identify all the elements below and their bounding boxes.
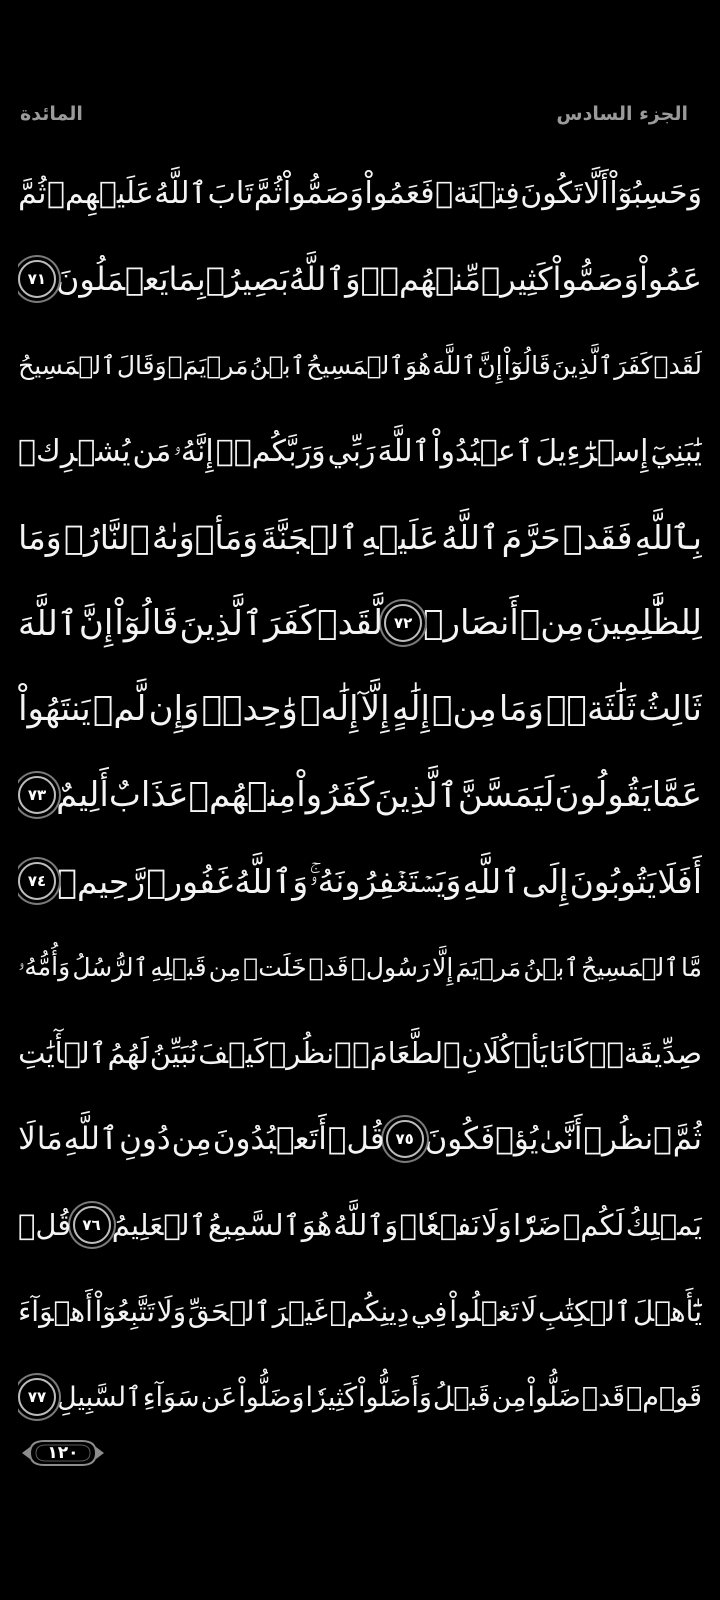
verse-word[interactable]: ٱللَّهَ <box>18 603 78 644</box>
ayah-number-marker[interactable]: ٧٣ <box>18 776 56 814</box>
verse-line[interactable] <box>18 924 702 1010</box>
verse-word[interactable]: وَصَمُّواْ <box>282 175 364 211</box>
verse-line[interactable] <box>18 752 702 838</box>
verse-line[interactable] <box>18 580 702 666</box>
ayah-number-marker[interactable]: ٧٥ <box>386 1120 424 1158</box>
ayah-number-marker[interactable]: ٧٧ <box>18 1378 56 1416</box>
verse-word[interactable]: وَمَا <box>498 689 544 729</box>
verse-word[interactable]: يَأۡكُلَانِ <box>461 1036 548 1070</box>
verse-word[interactable]: إِلَٰهٞ <box>300 689 359 729</box>
verse-word[interactable]: لَقَدۡ <box>653 350 702 380</box>
verse-line[interactable] <box>18 322 702 408</box>
verse-word[interactable]: ٱللَّهُ <box>154 175 208 211</box>
verse-word[interactable]: ٱلۡجَنَّةَ <box>260 517 359 557</box>
verse-line[interactable] <box>18 236 702 322</box>
verse-word[interactable]: يَٰٓأَهۡلَ <box>632 1294 702 1328</box>
verse-word[interactable]: مَا <box>36 1121 63 1157</box>
verse-word[interactable]: ٱعۡبُدُواْ <box>432 433 534 469</box>
verse-line[interactable] <box>18 1182 702 1268</box>
verse-word[interactable]: وَحَسِبُوٓاْ <box>609 175 702 211</box>
verse-word[interactable]: عَمَّا <box>651 775 702 815</box>
verse-word[interactable]: وَرَبَّكُمۡۖ <box>215 433 326 469</box>
verse-word[interactable]: قَبۡلِهِ <box>150 952 207 982</box>
verse-word[interactable]: لَّمۡ <box>93 689 147 729</box>
verse-word[interactable]: مَرۡيَمَ <box>455 952 522 982</box>
verse-word[interactable]: هُوَ <box>405 350 432 380</box>
ayah-number-marker[interactable]: ٧٦ <box>73 1206 111 1244</box>
verse-word[interactable]: وَمَأۡوَىٰهُ <box>151 517 259 557</box>
verse-word[interactable]: ٱلۡكِتَٰبِ <box>538 1294 632 1328</box>
verse-word[interactable]: كَثِيرٞ <box>481 260 553 298</box>
verse-word[interactable]: فِتۡنَةٞ <box>435 175 520 211</box>
verse-word[interactable]: إِلَّا <box>432 952 454 982</box>
verse-word[interactable]: أَفَلَا <box>657 861 702 901</box>
verse-word[interactable]: حَرَّمَ <box>501 517 561 557</box>
verse-word[interactable]: ٱلۡمَسِيحُ <box>18 350 116 380</box>
verse-word[interactable]: كَيۡفَ <box>198 1036 269 1070</box>
verse-word[interactable]: ٱبۡنُ <box>249 350 306 380</box>
page-number-badge <box>20 1435 106 1471</box>
verse-word[interactable]: إِنَّهُۥ <box>173 433 214 469</box>
verse-word[interactable]: قَدۡ <box>581 1381 626 1413</box>
verse-word[interactable]: ثُمَّ <box>253 175 283 211</box>
verse-word[interactable]: ٱنظُرۡ <box>583 1121 672 1157</box>
verse-line[interactable] <box>18 1354 702 1440</box>
verse-word[interactable]: ضَرّٗا <box>512 1208 562 1242</box>
verse-word[interactable]: ٱلسَّبِيلِ <box>57 1381 142 1413</box>
verse-word[interactable]: بَصِيرُۢ <box>205 260 289 298</box>
verse-word[interactable]: عَلَيۡهِمۡ <box>47 175 154 211</box>
verse-line[interactable] <box>18 408 702 494</box>
verse-word[interactable]: لَيَمَسَّنَّ <box>457 775 555 815</box>
verse-word[interactable]: ٱبۡنُ <box>523 952 580 982</box>
verse-word[interactable]: فِي <box>410 1294 448 1328</box>
verse-word[interactable]: إِسۡرَٰٓءِيلَ <box>535 433 649 469</box>
verse-word[interactable]: كَفَرُواْ <box>296 775 375 815</box>
verse-word[interactable]: تَابَ <box>207 175 254 211</box>
verse-word[interactable]: قُلۡ <box>327 1121 385 1157</box>
verse-word[interactable]: وَٱللَّهُ <box>288 260 361 298</box>
verse-line[interactable] <box>18 1268 702 1354</box>
verse-word[interactable]: أَهۡوَآءَ <box>18 1294 93 1328</box>
verse-line[interactable] <box>18 494 702 580</box>
ayah-number-marker[interactable]: ٧٢ <box>384 604 422 642</box>
verse-word[interactable]: وَيَسۡتَغۡفِرُونَهُۥۚ <box>309 861 462 900</box>
page-header <box>20 96 688 132</box>
verse-word[interactable]: تَكُونَ <box>520 175 583 211</box>
verse-word[interactable]: إِنَّ <box>78 603 114 643</box>
verse-word[interactable]: خَلَتۡ <box>243 952 307 982</box>
verse-word[interactable]: صِدِّيقَةٞۖ <box>589 1036 702 1070</box>
verse-word[interactable]: مِن <box>171 1121 212 1157</box>
verse-word[interactable]: يَقُولُونَ <box>554 775 652 815</box>
verse-word[interactable]: مِنۡ <box>432 689 497 729</box>
page-footer <box>20 1434 106 1472</box>
verse-word[interactable]: كَثِيرٗا <box>305 1381 358 1413</box>
verse-word[interactable]: مِن <box>491 1381 527 1413</box>
verse-line[interactable] <box>18 666 702 752</box>
verse-word[interactable]: ٱلۡمَسِيحُ <box>581 952 679 982</box>
ayah-number-marker[interactable]: ٧٤ <box>18 862 56 900</box>
verse-word[interactable]: رَسُولٞ <box>350 952 430 982</box>
ayah-number-marker[interactable]: ٧١ <box>18 260 56 298</box>
verse-line[interactable] <box>18 838 702 924</box>
verse-word[interactable]: عَلَيۡهِ <box>360 517 440 557</box>
verse-word[interactable]: لَا <box>18 1121 36 1157</box>
verse-word[interactable]: مِنۡهُمۡ <box>188 775 297 815</box>
verse-line[interactable] <box>18 150 702 236</box>
verse-word[interactable]: فَعَمُواْ <box>364 175 435 211</box>
verse-word[interactable]: إِلَّآ <box>360 689 390 729</box>
verse-word[interactable]: إِلَٰهٍ <box>391 689 430 729</box>
verse-word[interactable]: وَضَلُّواْ <box>238 1381 305 1413</box>
verse-word[interactable]: أَلَّا <box>583 175 609 211</box>
verse-word[interactable]: لَكُمۡ <box>562 1208 625 1242</box>
verse-word[interactable]: ثُمَّ <box>18 175 47 211</box>
verse-word[interactable]: وَٰحِدٞۚ <box>201 689 298 729</box>
verse-word[interactable]: أَنَّىٰ <box>539 1121 583 1157</box>
verse-word[interactable]: أَتَعۡبُدُونَ <box>212 1121 327 1157</box>
verse-word[interactable]: دُونِ <box>119 1121 171 1157</box>
verse-word[interactable]: قَدۡ <box>308 952 349 982</box>
mushaf-page[interactable] <box>18 150 702 1440</box>
verse-word[interactable]: ٱنظُرۡ <box>268 1036 352 1070</box>
verse-word[interactable]: كَانَا <box>548 1036 589 1070</box>
page-number: ١٢٠ <box>47 1443 79 1463</box>
verse-word[interactable]: فَقَدۡ <box>562 517 633 557</box>
verse-word[interactable]: قُلۡ <box>18 1208 72 1242</box>
verse-word[interactable]: دِينِكُمۡ <box>329 1294 410 1328</box>
verse-word[interactable]: غَفُورٞ <box>146 861 234 901</box>
verse-word[interactable]: كَفَرَ <box>614 350 653 380</box>
verse-word[interactable]: ٱلَّذِينَ <box>179 603 263 644</box>
verse-word[interactable]: بِٱللَّهِ <box>634 517 702 557</box>
verse-word[interactable]: ٱلَّذِينَ <box>374 775 458 816</box>
verse-word[interactable]: رَبِّي <box>327 433 376 469</box>
verse-word[interactable]: ٱلطَّعَامَۗ <box>352 1036 461 1070</box>
verse-line[interactable] <box>18 1096 702 1182</box>
verse-word[interactable]: عَمُواْ <box>638 260 702 298</box>
verse-line[interactable] <box>18 1010 702 1096</box>
surah-name: المائدة <box>20 103 83 125</box>
verse-word[interactable]: رَّحِيمٞ <box>57 861 146 901</box>
verse-word[interactable]: يَٰبَنِيٓ <box>650 433 702 469</box>
verse-word[interactable]: لَّقَدۡ <box>317 603 384 643</box>
verse-word[interactable]: وَمَا <box>18 517 62 557</box>
verse-word[interactable]: وَإِن <box>148 689 200 729</box>
verse-word[interactable]: مَّا <box>680 952 702 982</box>
verse-word[interactable]: عَذَابٌ <box>108 775 189 815</box>
verse-word[interactable]: يَنتَهُواْ <box>18 689 91 729</box>
verse-word[interactable]: قَالُوٓاْ <box>503 350 551 380</box>
verse-word[interactable]: ٱلسَّمِيعُ <box>207 1208 301 1242</box>
verse-word[interactable]: وَأَضَلُّواْ <box>358 1381 432 1413</box>
verse-word[interactable]: ٱللَّهِ <box>63 1121 119 1157</box>
verse-word[interactable]: يَتُوبُونَ <box>569 861 657 901</box>
verse-word[interactable]: ٱلرُّسُلُ <box>72 952 149 982</box>
verse-word[interactable]: ٱللَّهُ <box>441 517 500 557</box>
verse-word[interactable]: وَصَمُّواْ <box>552 260 639 298</box>
verse-word[interactable]: مِّنۡهُمۡۚ <box>360 260 482 298</box>
verse-word[interactable]: مِنۡ <box>519 603 585 643</box>
verse-word[interactable]: هُوَ <box>301 1208 333 1242</box>
verse-word[interactable]: لِلظَّٰلِمِينَ <box>585 603 702 643</box>
verse-word[interactable]: يُشۡرِكۡ <box>18 433 131 469</box>
verse-word[interactable]: سَوَآءِ <box>142 1381 200 1413</box>
verse-word[interactable]: قَبۡلُ <box>432 1381 491 1413</box>
verse-word[interactable]: يُؤۡفَكُونَ <box>424 1121 539 1157</box>
verse-word[interactable]: أَلِيمٌ <box>56 775 109 815</box>
verse-word[interactable]: تَغۡلُواْ <box>449 1294 519 1328</box>
verse-word[interactable]: لَهُمُ <box>107 1036 149 1070</box>
verse-word[interactable]: يَمۡلِكُ <box>625 1208 702 1242</box>
verse-word[interactable]: قَوۡمٖ <box>626 1381 702 1413</box>
verse-word[interactable]: ثَالِثُ <box>638 689 702 729</box>
verse-word[interactable]: مَن <box>132 433 172 469</box>
verse-word[interactable]: نَفۡعٗاۚ <box>399 1208 480 1242</box>
verse-word[interactable]: ٱللَّهَ <box>432 350 477 380</box>
verse-word[interactable]: ثُمَّ <box>672 1121 702 1157</box>
verse-word[interactable]: نُبَيِّنُ <box>149 1036 198 1070</box>
verse-word[interactable]: ٱللَّهَ <box>377 433 431 469</box>
verse-word[interactable]: ٱلۡعَلِيمُ <box>111 1208 207 1242</box>
verse-word[interactable]: وَٱللَّهُ <box>333 1208 399 1242</box>
verse-word[interactable]: لَا <box>520 1294 537 1328</box>
verse-word[interactable]: وَلَا <box>156 1294 187 1328</box>
verse-word[interactable]: ٱلۡمَسِيحُ <box>306 350 405 380</box>
verse-word[interactable]: مَرۡيَمَۖ <box>167 350 249 380</box>
verse-word[interactable]: وَأُمُّهُۥ <box>18 952 71 981</box>
verse-word[interactable]: إِلَى <box>521 861 569 901</box>
verse-word[interactable]: أَنصَارٖ <box>423 603 519 643</box>
verse-word[interactable]: ٱلَّذِينَ <box>551 350 614 380</box>
verse-word[interactable]: مِن <box>208 952 242 982</box>
verse-word[interactable]: ضَلُّواْ <box>527 1381 581 1413</box>
verse-word[interactable]: بِمَا <box>168 260 206 298</box>
juz-name: الجزء السادس <box>556 103 688 125</box>
verse-word[interactable]: ٱلۡأٓيَٰتِ <box>18 1036 107 1070</box>
verse-word[interactable]: كَفَرَ <box>264 603 317 643</box>
verse-word[interactable]: عَن <box>200 1381 238 1413</box>
verse-word[interactable]: ٱلنَّارُۖ <box>64 517 150 557</box>
verse-word[interactable]: يَعۡمَلُونَ <box>55 260 169 298</box>
verse-word[interactable]: غَيۡرَ <box>272 1294 328 1328</box>
verse-word[interactable]: ٱلۡحَقِّ <box>187 1294 271 1328</box>
verse-word[interactable]: إِنَّ <box>477 350 503 380</box>
verse-word[interactable]: ثَلَٰثَةٖۘ <box>546 689 637 729</box>
verse-word[interactable]: وَقَالَ <box>116 350 167 380</box>
verse-word[interactable]: ٱللَّهِ <box>462 861 521 901</box>
verse-word[interactable]: وَلَا <box>481 1208 512 1242</box>
verse-word[interactable]: وَٱللَّهُ <box>234 861 309 901</box>
verse-word[interactable]: تَتَّبِعُوٓاْ <box>94 1294 155 1328</box>
verse-word[interactable]: قَالُوٓاْ <box>114 603 179 643</box>
